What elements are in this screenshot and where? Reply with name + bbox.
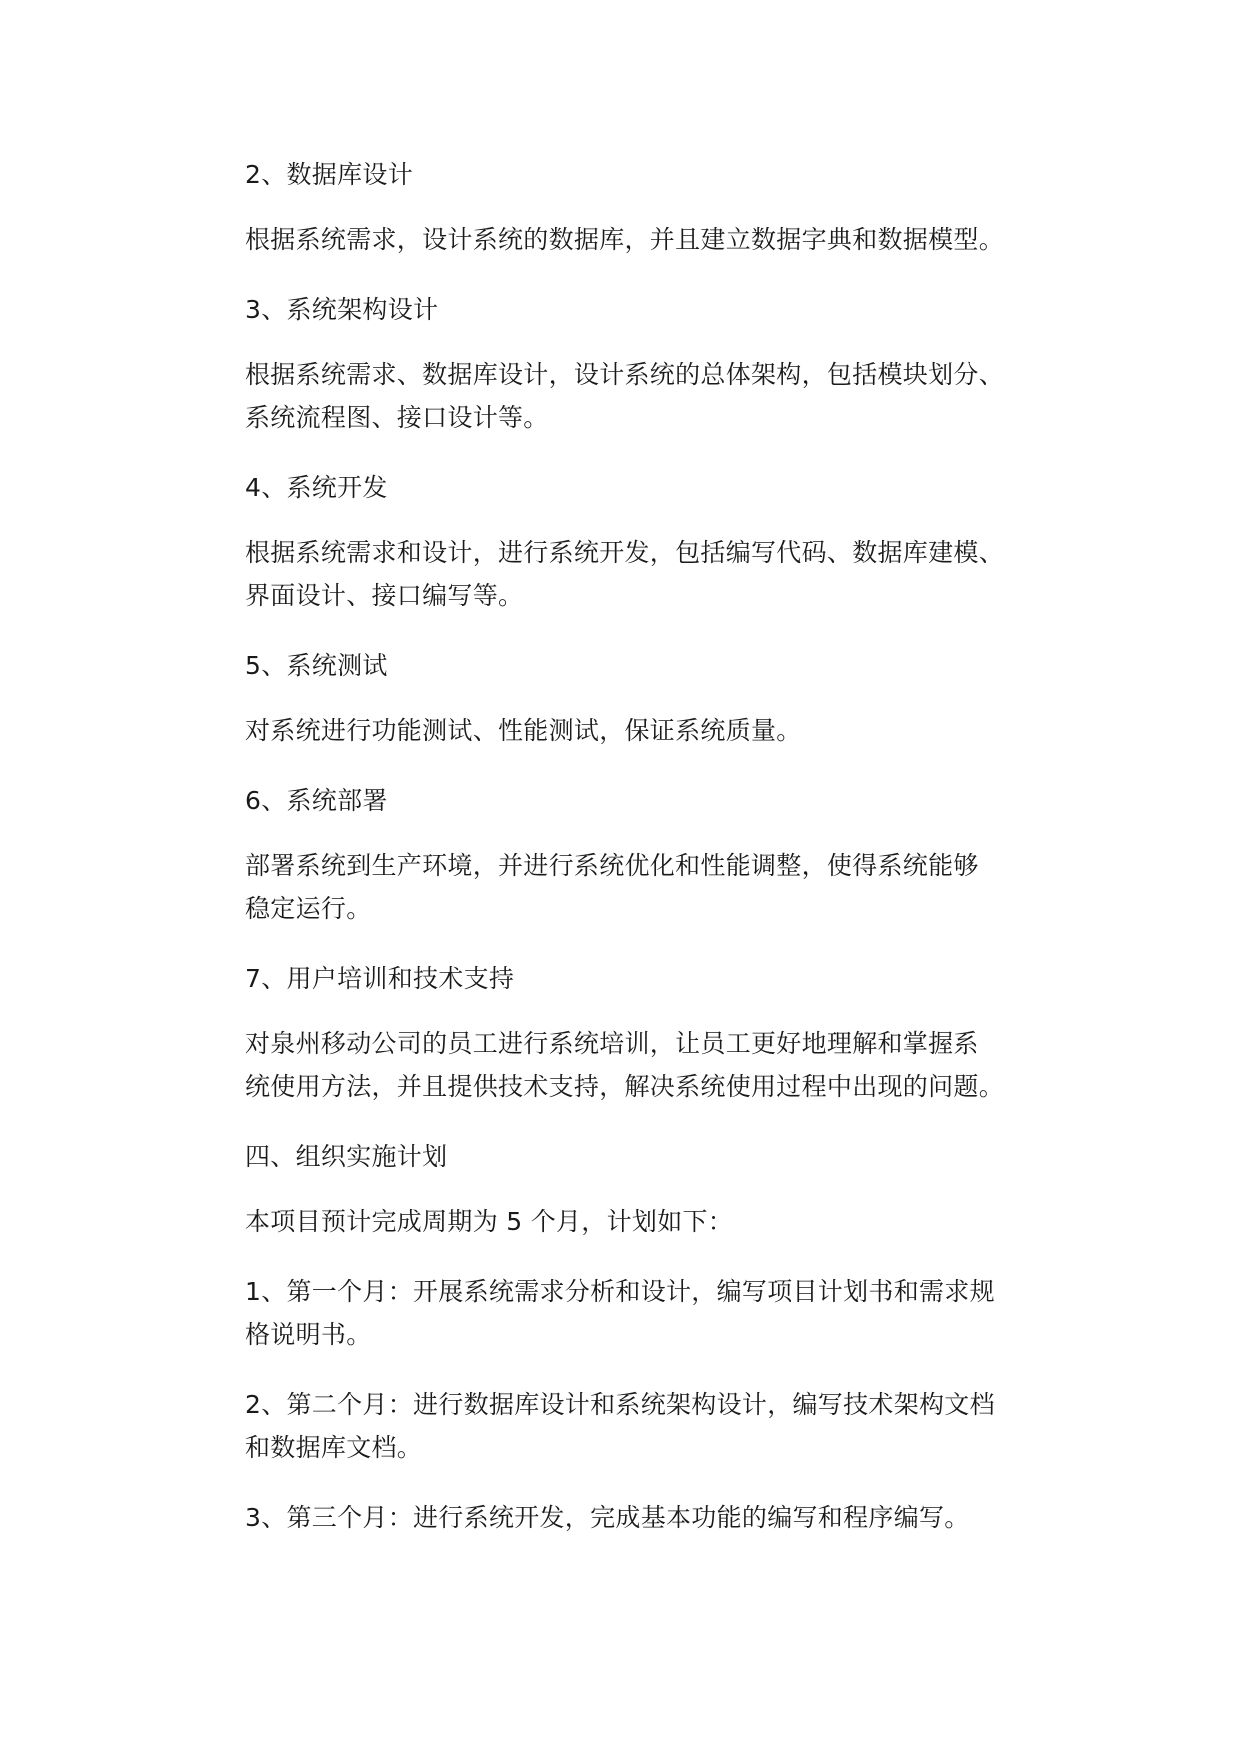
- section-heading-h7-training: [187, 957, 1067, 1000]
- paragraph-p-month1: [187, 1270, 1067, 1356]
- text-line: 1、第一个月：开展系统需求分析和设计，编写项目计划书和需求规: [245, 1277, 995, 1306]
- text-line: 根据系统需求和设计，进行系统开发，包括编写代码、数据库建模、: [245, 538, 1005, 567]
- text-line: 四、组织实施计划: [245, 1142, 448, 1171]
- text-line: 3、系统架构设计: [245, 295, 439, 324]
- paragraph-p-month2: [187, 1383, 1067, 1469]
- section-heading-h4-dev: [187, 466, 1067, 509]
- text-line: 本项目预计完成周期为 5 个月，计划如下：: [245, 1207, 734, 1236]
- paragraph-p-month3: [187, 1496, 1067, 1539]
- paragraph-p-db-design: [187, 218, 1067, 261]
- text-line: 对泉州移动公司的员工进行系统培训，让员工更好地理解和掌握系: [245, 1029, 979, 1058]
- text-line: 3、第三个月：进行系统开发，完成基本功能的编写和程序编写。: [245, 1503, 970, 1532]
- text-line: 2、数据库设计: [245, 160, 414, 189]
- document-body: [187, 153, 1067, 1566]
- text-line: 7、用户培训和技术支持: [245, 964, 515, 993]
- section-heading-h2-db-design: [187, 153, 1067, 196]
- text-line: 系统流程图、接口设计等。: [245, 403, 549, 432]
- section-heading-h5-test: [187, 644, 1067, 687]
- text-line: 5、系统测试: [245, 651, 388, 680]
- paragraph-p-training: [187, 1022, 1067, 1108]
- paragraph-p-arch: [187, 353, 1067, 439]
- text-line: 格说明书。: [245, 1320, 372, 1349]
- section-heading-h-section4: [187, 1135, 1067, 1178]
- paragraph-p-plan-intro: [187, 1200, 1067, 1243]
- text-line: 稳定运行。: [245, 894, 372, 923]
- text-line: 根据系统需求，设计系统的数据库，并且建立数据字典和数据模型。: [245, 225, 1005, 254]
- text-line: 统使用方法，并且提供技术支持，解决系统使用过程中出现的问题。: [245, 1072, 1005, 1101]
- paragraph-p-test: [187, 709, 1067, 752]
- paragraph-p-dev: [187, 531, 1067, 617]
- text-line: 4、系统开发: [245, 473, 388, 502]
- section-heading-h6-deploy: [187, 779, 1067, 822]
- text-line: 根据系统需求、数据库设计，设计系统的总体架构，包括模块划分、: [245, 360, 1005, 389]
- text-line: 6、系统部署: [245, 786, 388, 815]
- text-line: 界面设计、接口编写等。: [245, 581, 524, 610]
- text-line: 对系统进行功能测试、性能测试，保证系统质量。: [245, 716, 802, 745]
- paragraph-p-deploy: [187, 844, 1067, 930]
- text-line: 2、第二个月：进行数据库设计和系统架构设计，编写技术架构文档: [245, 1390, 995, 1419]
- section-heading-h3-arch: [187, 288, 1067, 331]
- text-line: 部署系统到生产环境，并进行系统优化和性能调整，使得系统能够: [245, 851, 979, 880]
- text-line: 和数据库文档。: [245, 1433, 423, 1462]
